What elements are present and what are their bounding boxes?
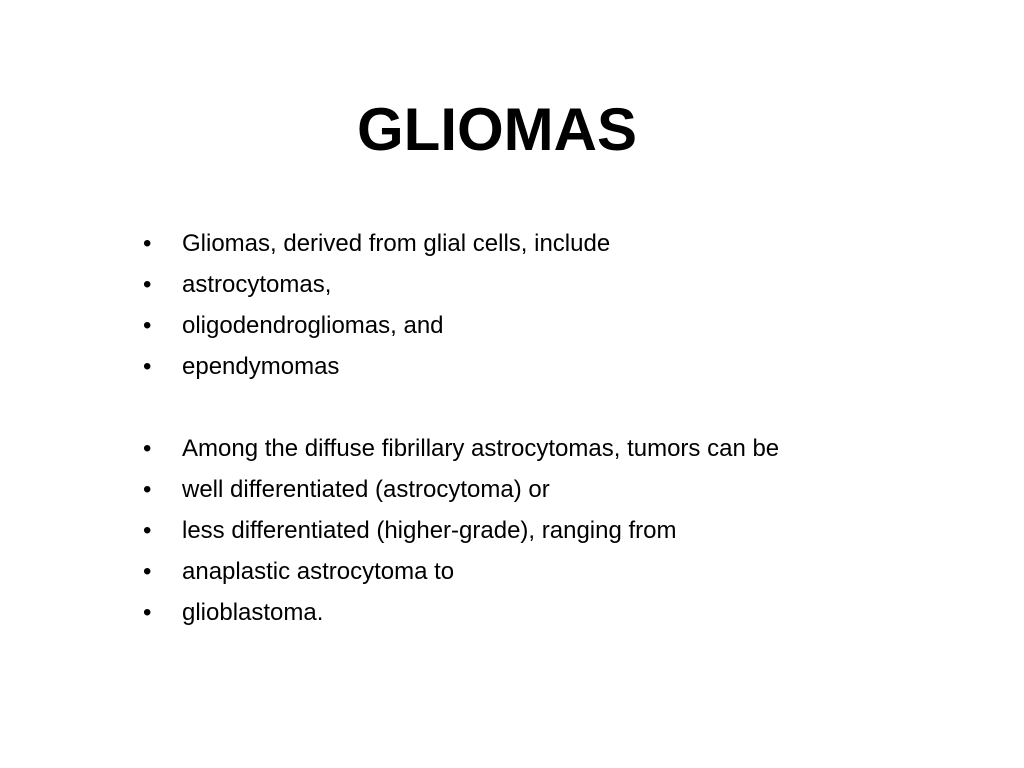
bullet-icon: •	[143, 599, 152, 626]
list-item	[143, 346, 943, 387]
list-item	[143, 551, 943, 592]
bullet-text: oligodendrogliomas, and	[182, 312, 444, 339]
bullet-text: glioblastoma.	[182, 599, 324, 626]
bullet-icon: •	[143, 558, 152, 585]
list-item	[143, 264, 943, 305]
list-item	[143, 510, 943, 551]
list-item	[143, 592, 943, 633]
bullet-text: astrocytomas,	[182, 271, 332, 298]
slide-title: GLIOMAS	[357, 96, 637, 163]
bullet-text: ependymomas	[182, 353, 340, 380]
list-item	[143, 428, 943, 469]
bullet-icon: •	[143, 435, 152, 462]
bullet-text: Among the diffuse fibrillary astrocytomas, tumors can be	[182, 435, 780, 462]
bullet-icon: •	[143, 517, 152, 544]
bullet-icon: •	[143, 312, 152, 339]
bullet-icon: •	[143, 271, 152, 298]
bullet-icon: •	[143, 230, 152, 257]
bullet-icon: •	[143, 353, 152, 380]
bullet-icon: •	[143, 476, 152, 503]
bullet-text: less differentiated (higher-grade), ranging from	[182, 517, 677, 544]
bullet-text: well differentiated (astrocytoma) or	[182, 476, 550, 503]
bullet-text: Gliomas, derived from glial cells, include	[182, 230, 611, 257]
bullet-list	[143, 223, 943, 633]
list-item	[143, 305, 943, 346]
list-item	[143, 469, 943, 510]
bullet-text: anaplastic astrocytoma to	[182, 558, 455, 585]
list-item	[143, 223, 943, 264]
